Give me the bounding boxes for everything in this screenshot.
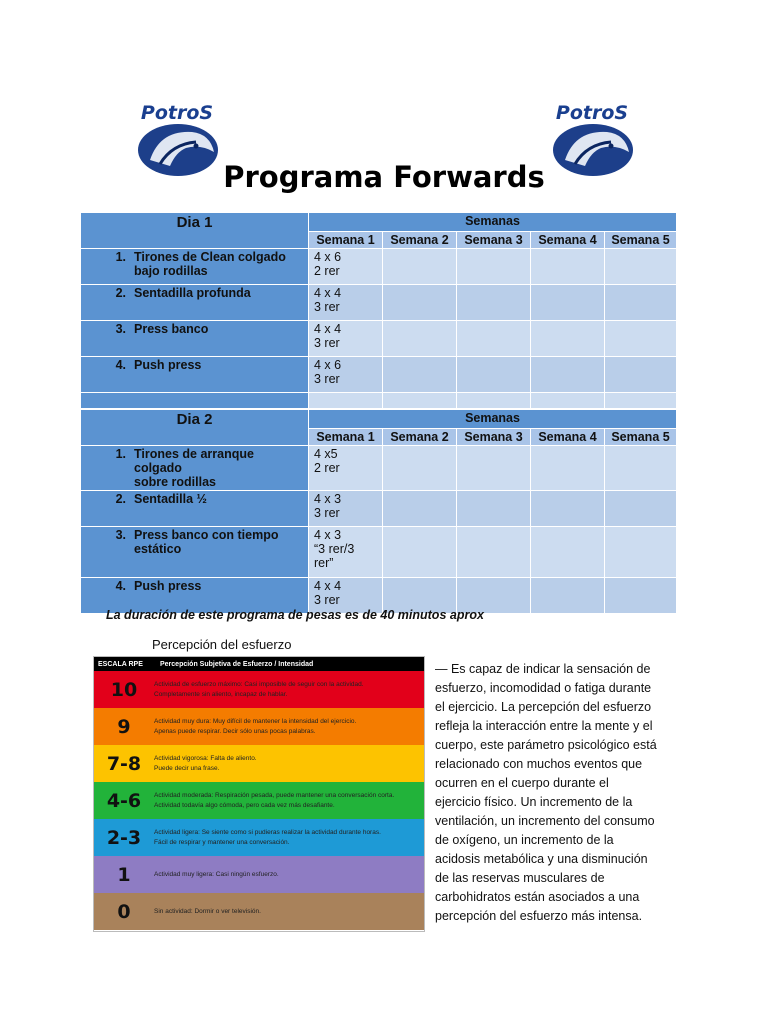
empty-week-cell bbox=[531, 285, 605, 321]
day1-table bbox=[80, 212, 677, 409]
description-line: esfuerzo, incomodidad o fatiga durante bbox=[435, 681, 652, 695]
week-header: Semana 3 bbox=[457, 429, 531, 446]
exercise-row bbox=[81, 285, 677, 321]
day2-table bbox=[80, 409, 677, 614]
exercise-number: 1. bbox=[115, 447, 126, 461]
description-line: — Es capaz de indicar la sensación de bbox=[435, 662, 651, 676]
empty-week-cell bbox=[531, 321, 605, 357]
value-line: 4 x 3 bbox=[314, 528, 342, 542]
rpe-row bbox=[94, 856, 424, 893]
empty-week-cell bbox=[457, 491, 531, 527]
rpe-level: 2-3 bbox=[106, 826, 142, 849]
exercise-line: Press banco con tiempo bbox=[134, 528, 279, 542]
empty-week-cell bbox=[383, 249, 457, 285]
value-line: 4 x 4 bbox=[314, 579, 342, 593]
rpe-scale bbox=[93, 656, 425, 932]
empty-week-cell bbox=[383, 285, 457, 321]
perception-title: Percepción del esfuerzo bbox=[152, 637, 292, 652]
rpe-level: 9 bbox=[117, 715, 131, 738]
empty-week-cell bbox=[605, 321, 677, 357]
exercise-text bbox=[134, 358, 201, 372]
exercise-name bbox=[81, 321, 309, 357]
exercise-line: Tirones de Clean colgado bbox=[134, 250, 286, 264]
semanas-header: Semanas bbox=[309, 410, 677, 429]
exercise-number: 1. bbox=[115, 250, 126, 264]
week1-value bbox=[309, 491, 383, 527]
empty-week-cell bbox=[383, 321, 457, 357]
description-line: cuerpo, este parámetro psicológico está bbox=[435, 738, 657, 752]
exercise-row bbox=[81, 249, 677, 285]
rpe-description-line: Actividad de esfuerzo máximo: Casi imposible de seguir con la actividad. bbox=[154, 680, 364, 688]
exercise-text bbox=[134, 492, 207, 506]
empty-week-cell bbox=[383, 491, 457, 527]
rpe-description bbox=[154, 907, 261, 917]
description-line: de oxígeno, un incremento de la bbox=[435, 833, 614, 847]
week1-value bbox=[309, 527, 383, 578]
week-header: Semana 3 bbox=[457, 232, 531, 249]
exercise-line: estático bbox=[134, 542, 182, 556]
rpe-description-line: Actividad moderada: Respiración pesada, puede mantener una conversación corta. bbox=[154, 791, 395, 799]
week1-value bbox=[309, 446, 383, 491]
rpe-row bbox=[94, 782, 424, 819]
empty-week-cell bbox=[605, 578, 677, 614]
description-line: percepción del esfuerzo más intensa. bbox=[435, 909, 643, 923]
rpe-level: 4-6 bbox=[106, 789, 142, 812]
semanas-header: Semanas bbox=[309, 213, 677, 232]
rpe-row bbox=[94, 708, 424, 745]
exercise-text bbox=[134, 286, 251, 300]
rpe-level: 7-8 bbox=[106, 752, 142, 775]
exercise-name bbox=[81, 249, 309, 285]
rpe-level: 1 bbox=[117, 863, 131, 886]
value-line: “3 rer/3 bbox=[314, 542, 355, 556]
week-header: Semana 2 bbox=[383, 429, 457, 446]
exercise-row bbox=[81, 357, 677, 393]
logo-wordmark: PotroS bbox=[555, 102, 629, 124]
empty-week-cell bbox=[383, 446, 457, 491]
spacer-cell bbox=[309, 393, 383, 409]
rpe-level: 0 bbox=[117, 900, 131, 923]
description-line: de las reservas musculares de bbox=[435, 871, 605, 885]
exercise-name bbox=[81, 446, 309, 491]
spacer-cell bbox=[605, 393, 677, 409]
value-line: 3 rer bbox=[314, 300, 340, 314]
empty-week-cell bbox=[457, 446, 531, 491]
empty-week-cell bbox=[531, 527, 605, 578]
rpe-description-line: Completamente sin aliento, incapaz de hablar. bbox=[154, 690, 288, 698]
rpe-description bbox=[154, 680, 364, 700]
page-title: Programa Forwards bbox=[223, 160, 545, 194]
value-line: 2 rer bbox=[314, 264, 340, 278]
rpe-level: 10 bbox=[110, 678, 138, 701]
rpe-row bbox=[94, 671, 424, 708]
empty-week-cell bbox=[457, 357, 531, 393]
exercise-row bbox=[81, 446, 677, 491]
exercise-number: 4. bbox=[115, 358, 126, 372]
exercise-line: Sentadilla profunda bbox=[134, 286, 251, 300]
rpe-description-line: Actividad muy ligera: Casi ningún esfuerzo. bbox=[154, 870, 279, 878]
exercise-row bbox=[81, 321, 677, 357]
description-line: acidosis metabólica y una disminución bbox=[435, 852, 648, 866]
exercise-text bbox=[134, 322, 208, 336]
empty-week-cell bbox=[605, 527, 677, 578]
value-line: 4 x 3 bbox=[314, 492, 342, 506]
week-header: Semana 5 bbox=[605, 232, 677, 249]
exercise-name bbox=[81, 527, 309, 578]
empty-week-cell bbox=[531, 578, 605, 614]
rpe-description-line: Actividad todavía algo cómoda, pero cada vez más desafiante. bbox=[154, 801, 335, 809]
rpe-header-scale: ESCALA RPE bbox=[98, 660, 143, 668]
spacer-cell bbox=[81, 393, 309, 409]
description-line: carbohidratos están asociados a una bbox=[435, 890, 640, 904]
week-header: Semana 1 bbox=[309, 429, 383, 446]
empty-week-cell bbox=[457, 321, 531, 357]
value-line: 3 rer bbox=[314, 372, 340, 386]
spacer-cell bbox=[383, 393, 457, 409]
empty-week-cell bbox=[531, 446, 605, 491]
empty-week-cell bbox=[457, 285, 531, 321]
value-line: 2 rer bbox=[314, 461, 340, 475]
empty-week-cell bbox=[383, 527, 457, 578]
value-line: 4 x5 bbox=[314, 447, 338, 461]
week1-value bbox=[309, 285, 383, 321]
week1-value bbox=[309, 357, 383, 393]
week-header: Semana 5 bbox=[605, 429, 677, 446]
week1-value bbox=[309, 321, 383, 357]
week1-value bbox=[309, 249, 383, 285]
rpe-description-line: Puede decir una frase. bbox=[154, 764, 220, 772]
exercise-name bbox=[81, 357, 309, 393]
exercise-name bbox=[81, 491, 309, 527]
day1-label: Dia 1 bbox=[81, 213, 309, 249]
spacer-row bbox=[81, 393, 677, 409]
spacer-cell bbox=[531, 393, 605, 409]
rpe-header-desc: Percepción Subjetiva de Esfuerzo / Intensidad bbox=[160, 660, 314, 668]
exercise-line: Press banco bbox=[134, 322, 209, 336]
rpe-description bbox=[154, 828, 381, 848]
description-line: ventilación, un incremento del consumo bbox=[435, 814, 655, 828]
exercise-line: bajo rodillas bbox=[134, 264, 208, 278]
rpe-description bbox=[154, 791, 394, 811]
value-line: rer” bbox=[314, 556, 334, 570]
exercise-number: 2. bbox=[115, 492, 126, 506]
rpe-row bbox=[94, 745, 424, 782]
empty-week-cell bbox=[531, 491, 605, 527]
empty-week-cell bbox=[531, 357, 605, 393]
description-line: relacionado con muchos eventos que bbox=[435, 757, 643, 771]
value-line: 4 x 6 bbox=[314, 250, 342, 264]
value-line: 3 rer bbox=[314, 336, 340, 350]
empty-week-cell bbox=[457, 527, 531, 578]
empty-week-cell bbox=[605, 357, 677, 393]
duration-note: La duración de este programa de pesas es de 40 minutos aprox bbox=[106, 608, 484, 622]
value-line: 3 rer bbox=[314, 593, 340, 607]
exercise-text bbox=[134, 447, 303, 489]
description-line: ejercicio físico. Un incremento de la bbox=[435, 795, 633, 809]
rpe-description-line: Actividad vigorosa: Falta de aliento. bbox=[154, 754, 257, 762]
empty-week-cell bbox=[605, 446, 677, 491]
exercise-line: Push press bbox=[134, 579, 202, 593]
rpe-row bbox=[94, 819, 424, 856]
value-line: 3 rer bbox=[314, 506, 340, 520]
exercise-number: 2. bbox=[115, 286, 126, 300]
value-line: 4 x 4 bbox=[314, 322, 342, 336]
exercise-line: Tirones de arranque colgado bbox=[134, 447, 254, 475]
rpe-description-line: Actividad muy dura: Muy difícil de mantener la intensidad del ejercicio. bbox=[154, 717, 357, 725]
rpe-description-line: Fácil de respirar y mantener una conversación. bbox=[154, 838, 290, 846]
rpe-description bbox=[154, 754, 257, 774]
spacer-cell bbox=[457, 393, 531, 409]
exercise-row bbox=[81, 491, 677, 527]
empty-week-cell bbox=[605, 491, 677, 527]
week-header: Semana 2 bbox=[383, 232, 457, 249]
rpe-header bbox=[94, 657, 424, 671]
week-header: Semana 1 bbox=[309, 232, 383, 249]
rpe-description-line: Apenas puede respirar. Decir sólo unas pocas palabras. bbox=[154, 727, 316, 735]
exercise-text bbox=[134, 528, 278, 556]
value-line: 4 x 4 bbox=[314, 286, 342, 300]
week-header: Semana 4 bbox=[531, 232, 605, 249]
exercise-number: 3. bbox=[115, 322, 126, 336]
exercise-line: sobre rodillas bbox=[134, 475, 216, 489]
exercise-number: 4. bbox=[115, 579, 126, 593]
rpe-description bbox=[154, 870, 279, 880]
exercise-number: 3. bbox=[115, 528, 126, 542]
exercise-line: Sentadilla ½ bbox=[134, 492, 207, 506]
week-header: Semana 4 bbox=[531, 429, 605, 446]
description-line: ocurren en el cuerpo durante el bbox=[435, 776, 609, 790]
value-line: 4 x 6 bbox=[314, 358, 342, 372]
rpe-description-line: Sin actividad: Dormir o ver televisión. bbox=[154, 907, 261, 915]
description-line: el ejercicio. La percepción del esfuerzo bbox=[435, 700, 652, 714]
exercise-line: Push press bbox=[134, 358, 202, 372]
empty-week-cell bbox=[605, 285, 677, 321]
description-line: refleja la interacción entre la mente y el bbox=[435, 719, 653, 733]
logo-wordmark: PotroS bbox=[140, 102, 214, 124]
perception-description bbox=[435, 660, 685, 926]
rpe-description bbox=[154, 717, 356, 737]
rpe-row bbox=[94, 893, 424, 930]
exercise-row bbox=[81, 527, 677, 578]
empty-week-cell bbox=[457, 249, 531, 285]
exercise-name bbox=[81, 285, 309, 321]
exercise-text bbox=[134, 250, 286, 278]
empty-week-cell bbox=[531, 249, 605, 285]
exercise-text bbox=[134, 579, 201, 593]
rpe-description-line: Actividad ligera: Se siente como si pudieras realizar la actividad durante horas. bbox=[154, 828, 381, 836]
empty-week-cell bbox=[383, 357, 457, 393]
day2-label: Dia 2 bbox=[81, 410, 309, 446]
empty-week-cell bbox=[605, 249, 677, 285]
